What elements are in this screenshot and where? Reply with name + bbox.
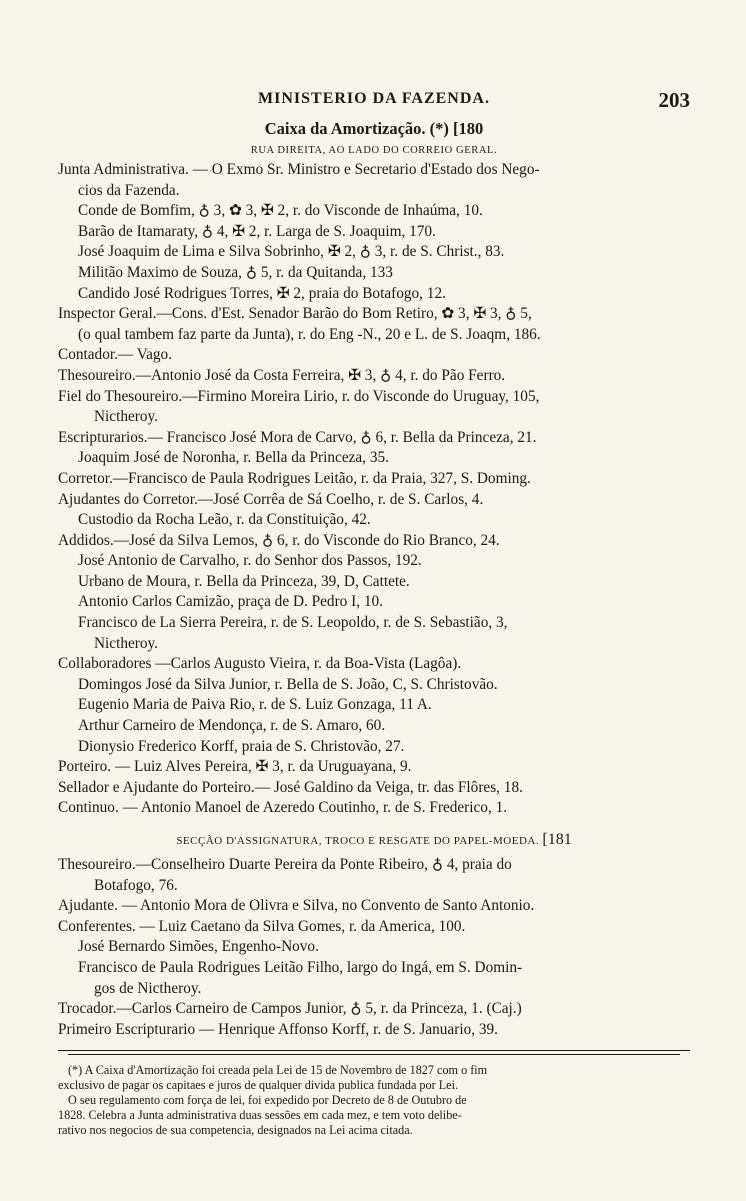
entry-line: Thesoureiro.—Conselheiro Duarte Pereira da Ponte Ribeiro, ♁ 4, praia do: [58, 856, 512, 873]
section-ref: [181: [542, 831, 572, 848]
entry-line: Nictheroy.: [94, 408, 158, 426]
footnote: [58, 1063, 690, 1138]
entry-line: José Bernardo Simões, Engenho-Novo.: [78, 938, 319, 956]
entry-line: Porteiro. — Luiz Alves Pereira, ✠ 3, r. da Uruguayana, 9.: [58, 758, 412, 776]
entry-line: Joaquim José de Noronha, r. Bella da Princeza, 35.: [78, 449, 389, 467]
entry-line: Urbano de Moura, r. Bella da Princeza, 39, D, Cattete.: [78, 572, 410, 590]
running-header: [58, 90, 690, 116]
entry-line: Continuo. — Antonio Manoel de Azeredo Coutinho, r. de S. Frederico, 1.: [58, 799, 508, 817]
entry-line: Contador.— Vago.: [58, 346, 173, 364]
entry-line: José Joaquim de Lima e Silva Sobrinho, ✠ 2, ♁ 3, r. de S. Christ., 83.: [78, 243, 505, 261]
page-number: 203: [658, 88, 690, 112]
entry-line: Ajudante. — Antonio Mora de Olivra e Silva, no Convento de Santo Antonio.: [58, 897, 535, 915]
entry-line: Addidos.—José da Silva Lemos, ♁ 6, r. do Visconde do Rio Branco, 24.: [58, 531, 500, 549]
entry-line: Candido José Rodrigues Torres, ✠ 2, praia do Botafogo, 12.: [78, 284, 446, 302]
footnote-line: O seu regulamento com força de lei, foi expedido por Decreto de 8 de Outubro de: [68, 1093, 467, 1108]
footnote-line: 1828. Celebra a Junta administrativa duas sessões em cada mez, e tem voto delibe-: [58, 1108, 462, 1123]
entry-line: cios da Fazenda.: [78, 181, 180, 199]
office-title: Caixa da Amortização. (*) [180: [264, 119, 484, 138]
entry-line: Sellador e Ajudante do Porteiro.— José Galdino da Veiga, tr. das Flôres, 18.: [58, 778, 523, 796]
entry-line: Conde de Bomfim, ♁ 3, ✿ 3, ✠ 2, r. do Visconde de Inhaúma, 10.: [78, 202, 483, 220]
entry-line: Antonio Carlos Camizão, praça de D. Pedro I, 10.: [78, 593, 384, 611]
entry-line: Botafogo, 76.: [94, 876, 178, 894]
office-address: RUA DIREITA, AO LADO DO CORREIO GERAL.: [250, 145, 498, 156]
entry-line: Francisco de Paula Rodrigues Leitão Filho, largo do Ingá, em S. Domin-: [78, 958, 523, 976]
entry-line: Inspector Geral.—Cons. d'Est. Senador Barão do Bom Retiro, ✿ 3, ✠ 3, ♁ 5,: [58, 305, 532, 323]
footnote-rule: [58, 1050, 690, 1051]
entry-line: Collaboradores —Carlos Augusto Vieira, r. da Boa-Vista (Lagôa).: [58, 655, 462, 673]
entry-line: Fiel do Thesoureiro.—Firmino Moreira Lirio, r. do Visconde do Uruguay, 105,: [58, 387, 540, 405]
entry-line: Arthur Carneiro de Mendonça, r. de S. Amaro, 60.: [78, 717, 386, 735]
section-heading: [58, 825, 690, 855]
entry-line: Custodio da Rocha Leão, r. da Constituição, 42.: [78, 511, 371, 529]
entry-line: Primeiro Escripturario — Henrique Affonso Korff, r. de S. Januario, 39.: [58, 1020, 498, 1038]
entry-line: Eugenio Maria de Paiva Rio, r. de S. Luiz Gonzaga, 11 A.: [78, 696, 432, 714]
entry-line: Francisco de La Sierra Pereira, r. de S. Leopoldo, r. de S. Sebastião, 3,: [78, 614, 508, 632]
entry-line: Ajudantes do Corretor.—José Corrêa de Sá Coelho, r. de S. Carlos, 4.: [58, 490, 484, 508]
entry-line: Thesoureiro.—Antonio José da Costa Ferreira, ✠ 3, ♁ 4, r. do Pão Ferro.: [58, 366, 506, 384]
entry-line: Conferentes. — Luiz Caetano da Silva Gomes, r. da America, 100.: [58, 917, 466, 935]
page: [58, 90, 690, 1138]
footnote-line: rativo nos negocios de sua competencia, designados na Lei acima citada.: [58, 1123, 413, 1138]
entry-line: Domingos José da Silva Junior, r. Bella de S. João, C, S. Christovão.: [78, 675, 498, 693]
footnote-line: (*) A Caixa d'Amortização foi creada pela Lei de 15 de Novembro de 1827 com o fim: [68, 1063, 488, 1078]
entry-line: Dionysio Frederico Korff, praia de S. Christovão, 27.: [78, 737, 405, 755]
entry-line: Escripturarios.— Francisco José Mora de Carvo, ♁ 6, r. Bella da Princeza, 21.: [58, 428, 537, 446]
footnote-line: exclusivo de pagar os capitaes e juros de qualquer divida publica fundada por Lei.: [58, 1078, 459, 1093]
footnote-rule-inner: [68, 1054, 680, 1055]
entry-line: Barão de Itamaraty, ♁ 4, ✠ 2, r. Larga de S. Joaquim, 170.: [78, 222, 436, 240]
entry-line: Corretor.—Francisco de Paula Rodrigues Leitão, r. da Praia, 327, S. Doming.: [58, 469, 531, 487]
entry-line: Militão Maximo de Souza, ♁ 5, r. da Quitanda, 133: [78, 263, 393, 281]
entry-line: gos de Nictheroy.: [94, 979, 202, 997]
entry-line: Junta Administrativa. — O Exmo Sr. Ministro e Secretario d'Estado dos Nego-: [58, 161, 540, 178]
entry-line: Nictheroy.: [94, 634, 158, 652]
entry-line: Trocador.—Carlos Carneiro de Campos Junior, ♁ 5, r. da Princeza, 1. (Caj.): [58, 1000, 522, 1018]
running-title: MINISTERIO DA FAZENDA.: [258, 90, 490, 107]
entry-line: (o qual tambem faz parte da Junta), r. do Eng -N., 20 e L. de S. Joaqm, 186.: [78, 325, 541, 343]
section-title: SECÇÃO D'ASSIGNATURA, TROCO E RESGATE DO PAPEL-MOEDA.: [176, 835, 540, 847]
entry-line: José Antonio de Carvalho, r. do Senhor dos Passos, 192.: [78, 552, 422, 570]
